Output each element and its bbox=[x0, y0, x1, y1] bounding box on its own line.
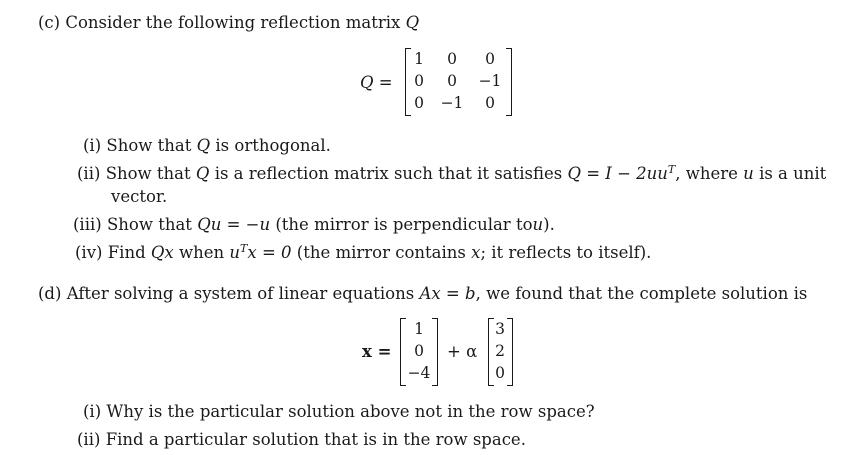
part-c-item-ii: (ii) Show that Q is a reflection matrix such that it satisfies $Q = I - 2uu^T$, where u is a unit bbox=[77, 163, 827, 183]
matrix-q-cell: −1 bbox=[440, 94, 464, 112]
matrix-q-cell: 0 bbox=[447, 72, 457, 90]
matrix-q-right-bracket bbox=[506, 48, 512, 116]
part-c-label: (c) bbox=[38, 13, 61, 32]
system-equation: Ax = b bbox=[419, 284, 476, 303]
vector2-cell: 2 bbox=[495, 342, 505, 360]
solution-lhs: x = bbox=[362, 342, 392, 361]
part-d-heading: (d) After solving a system of linear equations Ax = b, we found that the complete solution is bbox=[38, 284, 808, 303]
part-d-item-i: (i) Why is the particular solution above not in the row space? bbox=[83, 402, 595, 421]
matrix-q-cell: 0 bbox=[414, 94, 424, 112]
part-c-item-iii: (iii) Show that Qu = −u (the mirror is perpendicular tou). bbox=[73, 215, 555, 234]
matrix-q-cell: 0 bbox=[447, 50, 457, 68]
vector1-cell: 1 bbox=[414, 320, 424, 338]
matrix-q-cell: 0 bbox=[414, 72, 424, 90]
matrix-q-cell: 0 bbox=[485, 94, 495, 112]
matrix-q-cell: 0 bbox=[485, 50, 495, 68]
vector1-cell: 0 bbox=[414, 342, 424, 360]
part-c-item-ii-continued: vector. bbox=[111, 187, 168, 206]
matrix-q-name: Q bbox=[405, 13, 420, 32]
reflection-formula: $Q = I - 2uu^T$ bbox=[567, 163, 676, 183]
matrix-q-cell: −1 bbox=[478, 72, 502, 90]
vector2-cell: 0 bbox=[495, 364, 505, 382]
part-c-item-iv: (iv) Find Qx when $u^Tx = 0$ (the mirror contains x; it reflects to itself). bbox=[75, 242, 652, 262]
vector1-cell: −4 bbox=[407, 364, 431, 382]
part-d-item-ii: (ii) Find a particular solution that is in the row space. bbox=[77, 430, 526, 449]
part-c-heading bbox=[38, 13, 419, 33]
part-c-item-i: (i) Show that Q is orthogonal. bbox=[83, 136, 331, 155]
part-d-label: (d) bbox=[38, 284, 62, 303]
part-c-intro: Consider the following reflection matrix bbox=[65, 13, 401, 32]
matrix-q-cell: 1 bbox=[414, 50, 424, 68]
vector2-cell: 3 bbox=[495, 320, 505, 338]
matrix-q-lhs: Q = bbox=[360, 73, 393, 92]
plus-alpha: + α bbox=[447, 342, 478, 361]
